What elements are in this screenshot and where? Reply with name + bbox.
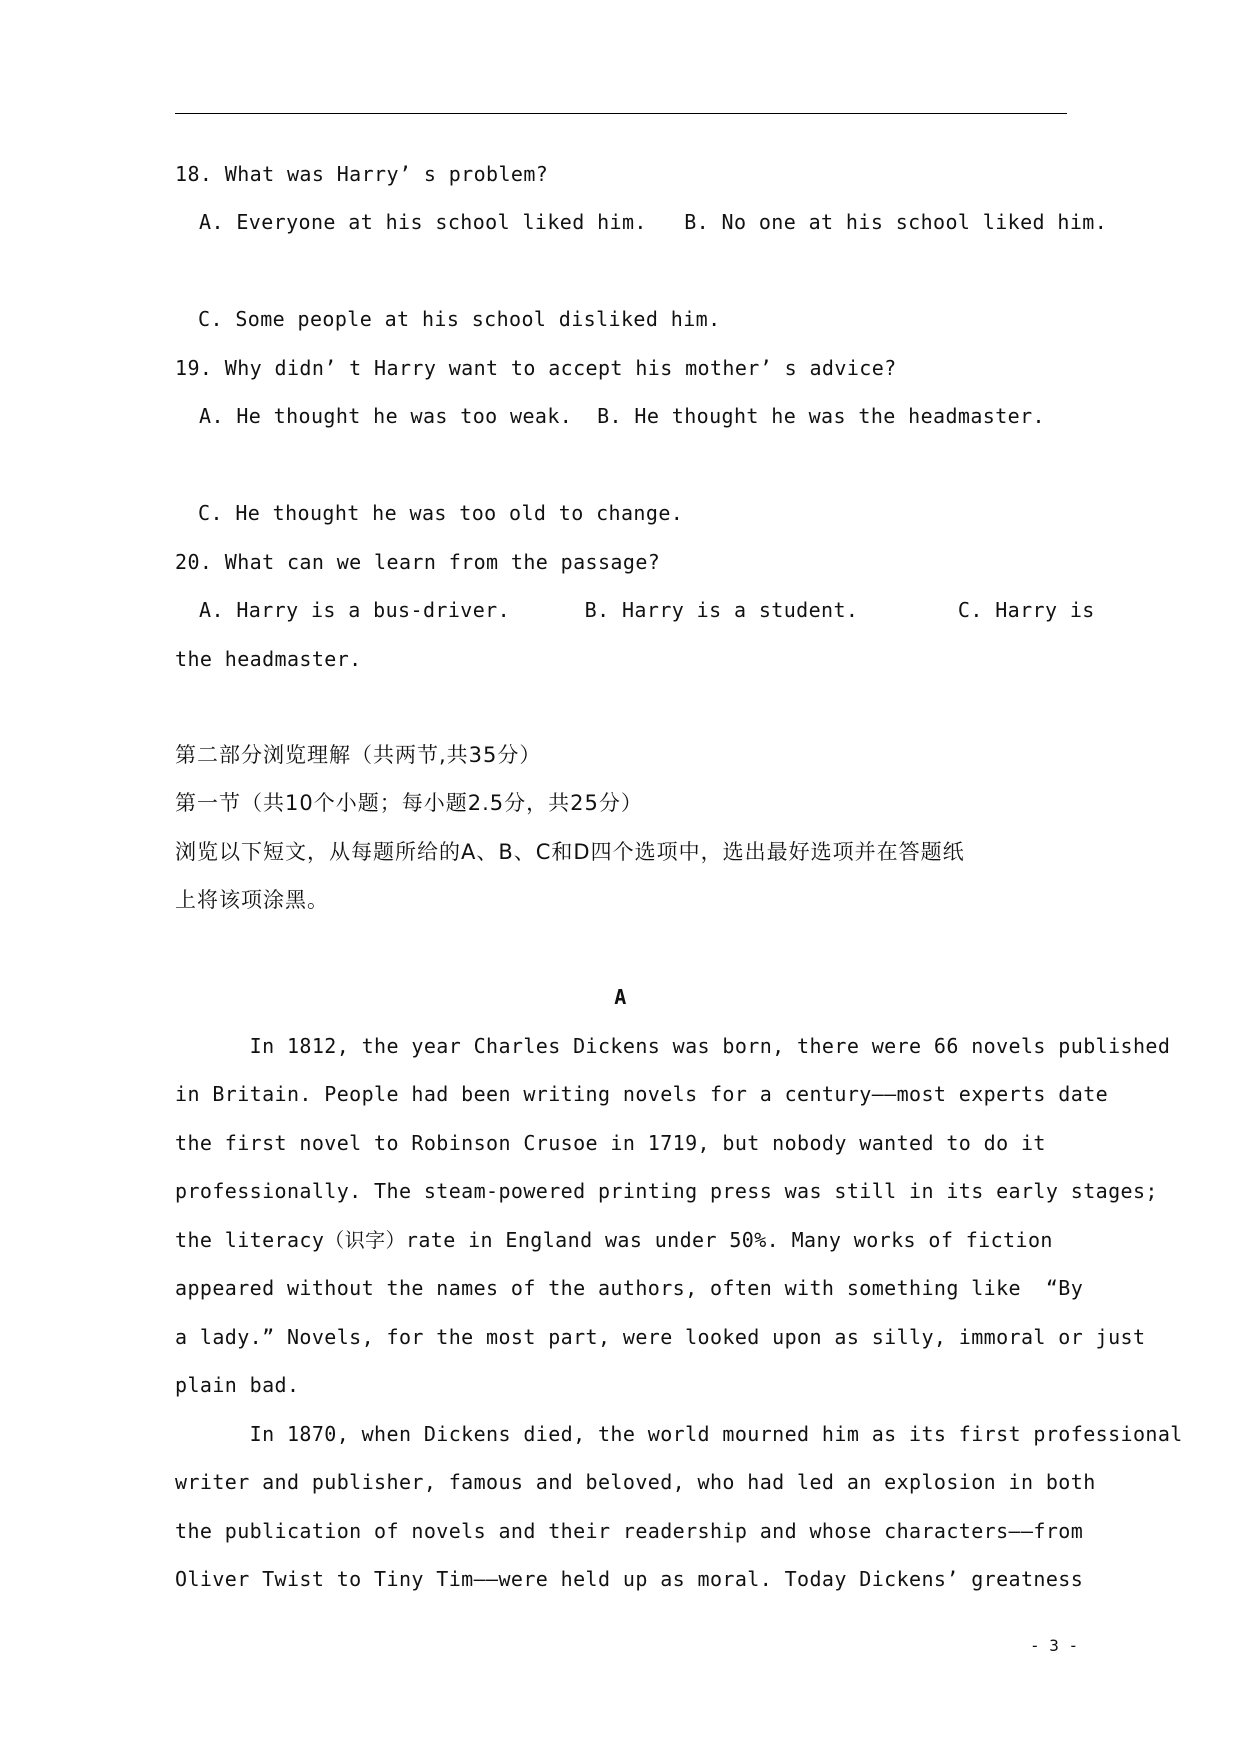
passage-line: the literacy（识字）rate in England was under 50%. Many works of fiction: [175, 1228, 1053, 1252]
instruction-line-2: 上将该项涂黑。: [175, 888, 329, 912]
passage-line: writer and publisher, famous and beloved, who had led an explosion in both: [175, 1470, 1096, 1494]
question-19-option-c: C. He thought he was too old to change.: [198, 501, 684, 525]
passage-line: appeared without the names of the authors, often with something like “By: [175, 1276, 1084, 1300]
passage-line: In 1812, the year Charles Dickens was born, there were 66 novels published: [175, 1034, 1171, 1058]
question-18-option-c: C. Some people at his school disliked him.: [198, 307, 721, 331]
part-title: 第二部分浏览理解（共两节,共35分）: [175, 743, 542, 767]
question-19-stem: 19. Why didn’ t Harry want to accept his mother’ s advice?: [175, 356, 897, 380]
question-20-options-abc: A. Harry is a bus-driver. B. Harry is a student. C. Harry is: [199, 598, 1095, 622]
subsection-title: 第一节（共10个小题；每小题2.5分，共25分）: [175, 791, 643, 815]
passage-line: In 1870, when Dickens died, the world mourned him as its first professional: [175, 1422, 1183, 1446]
question-18-stem: 18. What was Harry’ s problem?: [175, 162, 549, 186]
passage-line: the first novel to Robinson Crusoe in 1719, but nobody wanted to do it: [175, 1131, 1046, 1155]
passage-line: Oliver Twist to Tiny Tim——were held up as moral. Today Dickens’ greatness: [175, 1567, 1084, 1591]
page-number: - 3 -: [1030, 1636, 1079, 1655]
question-20-stem: 20. What can we learn from the passage?: [175, 550, 661, 574]
question-18-options-ab: A. Everyone at his school liked him. B. No one at his school liked him.: [199, 210, 1108, 234]
passage-line: a lady.” Novels, for the most part, were looked upon as silly, immoral or just: [175, 1325, 1146, 1349]
passage-line: professionally. The steam-powered printing press was still in its early stages;: [175, 1179, 1158, 1203]
passage-heading: A: [614, 985, 627, 1009]
question-19-options-ab: A. He thought he was too weak. B. He thought he was the headmaster.: [199, 404, 1045, 428]
passage-line: the publication of novels and their readership and whose characters——from: [175, 1519, 1084, 1543]
header-rule: [175, 113, 1067, 114]
instruction-line-1: 浏览以下短文，从每题所给的A、B、C和D四个选项中，选出最好选项并在答题纸: [175, 840, 965, 864]
question-20-options-continued: the headmaster.: [175, 647, 362, 671]
passage-line: plain bad.: [175, 1373, 300, 1397]
passage-line: in Britain. People had been writing novels for a century——most experts date: [175, 1082, 1109, 1106]
